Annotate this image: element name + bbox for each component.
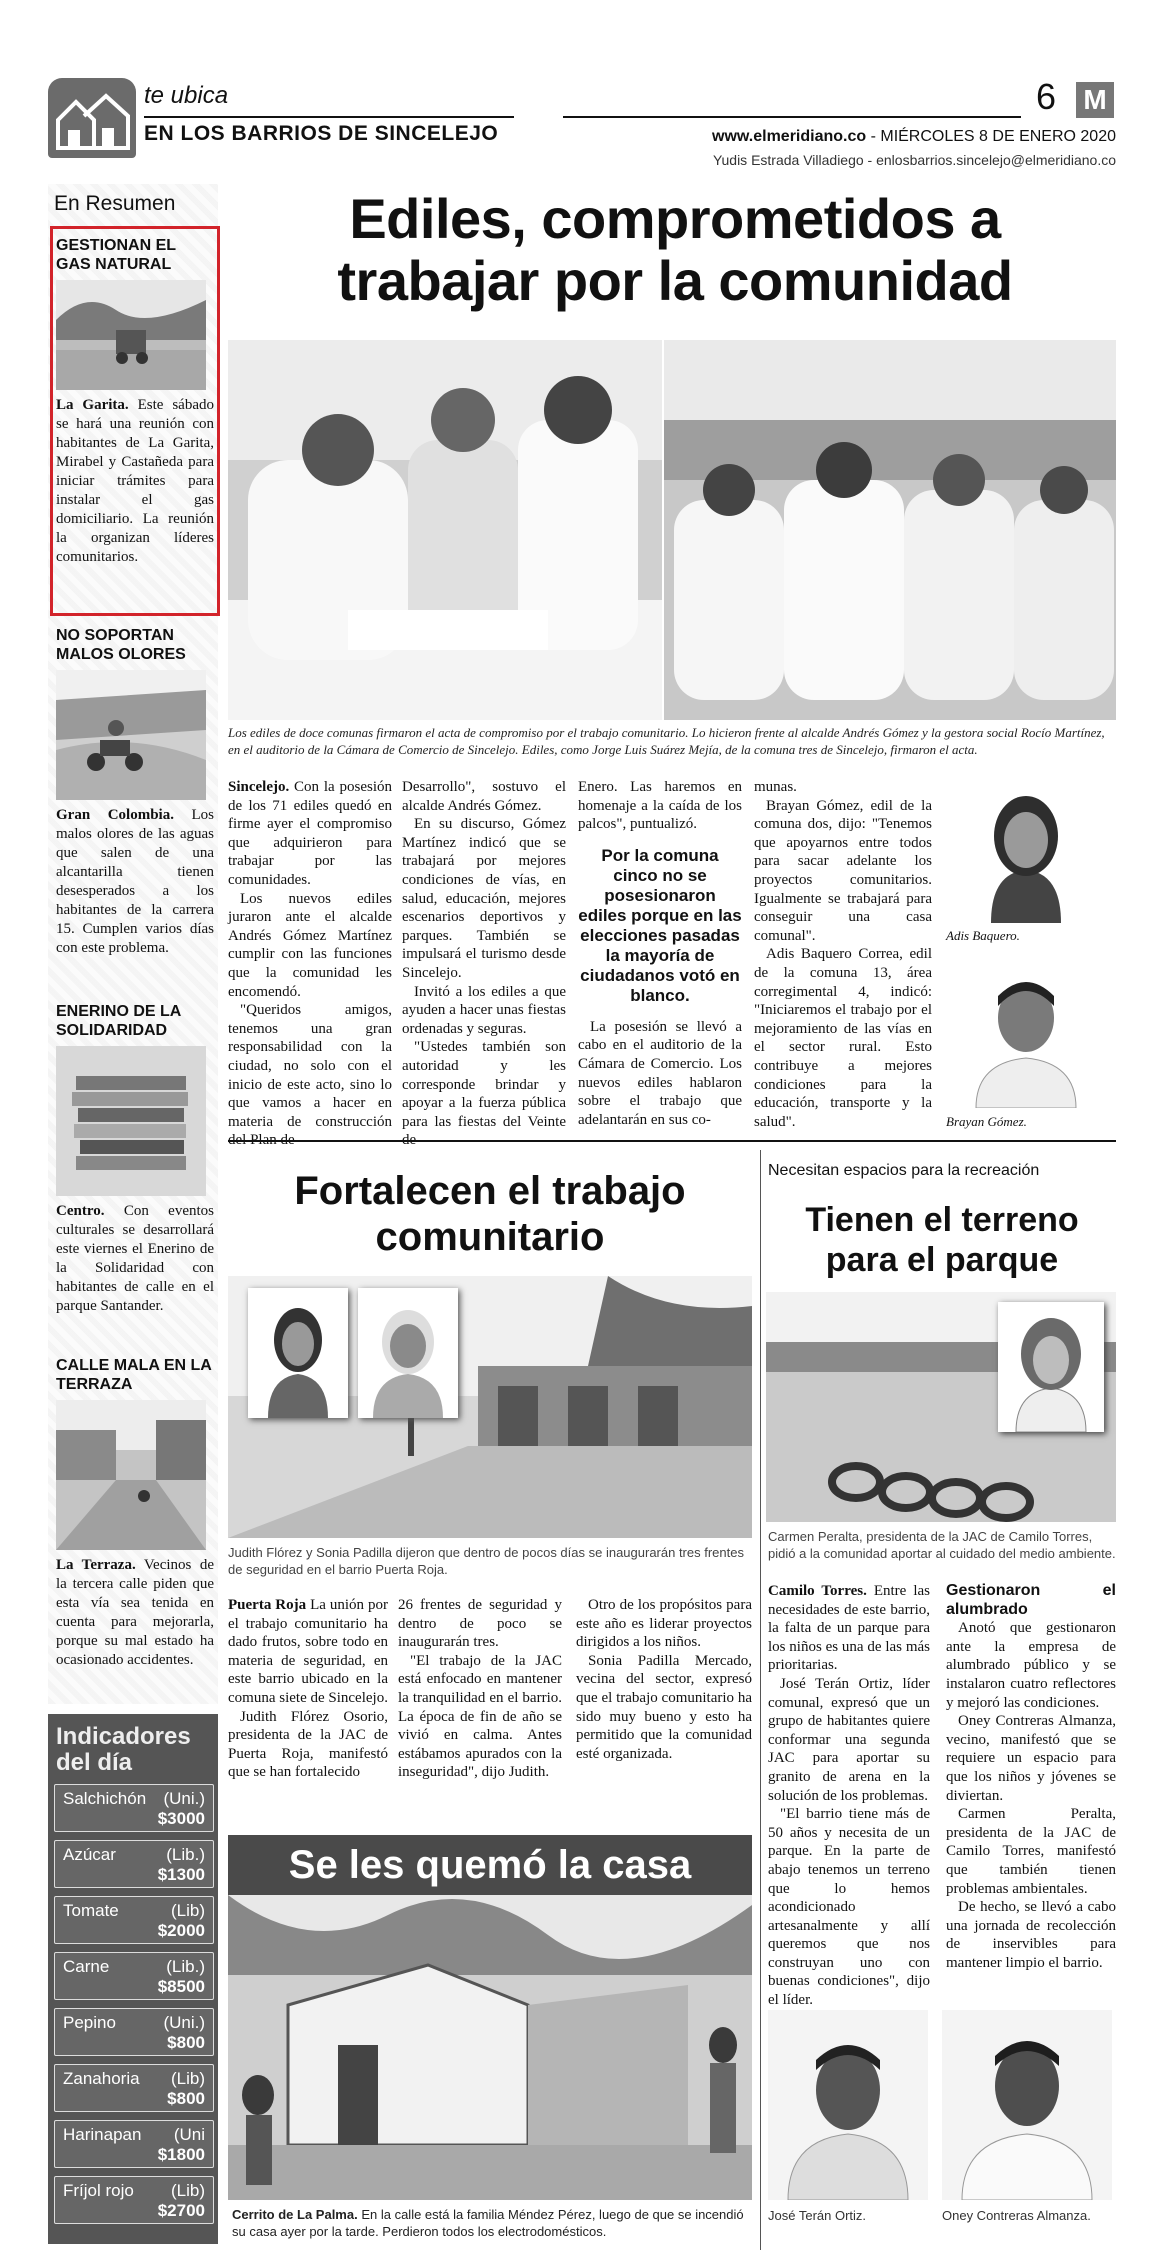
main-photo-audience [664,340,1116,720]
story2-col3-p2: Sonia Padilla Mercado, vecina del sector, expresó que el trabajo comunitario ha sido muy bueno y esto ha permitido que la comunidad esté organizada. [576,1652,752,1762]
indicator-unit: (Lib) [170,2181,205,2200]
site-date-line [712,128,1116,146]
story2-col3-p1: Otro de los propósitos para este año es liderar proyectos dirigidos a los niños. [576,1597,752,1651]
main-photo-signing [228,340,662,720]
kicker-rule [144,116,514,118]
story2-col-1 [228,1596,388,1782]
indicator-unit: (Lib.) [166,1957,205,1976]
indicator-unit: (Lib) [170,1901,205,1920]
story2-col1-p1: La unión por el trabajo comunitario ha dado frutos, sobre todo en materia de seguridad, en este barrio ubicado en la comuna siete de Sincelejo. [228,1597,388,1706]
brief-text [56,1556,214,1670]
indicator-price: $8500 [157,1977,205,1996]
brief-photo [56,1046,206,1196]
main-col2-p2: En su discurso, Gómez Martínez indicó que se trabajará por mejores condiciones de vías, en salud, educación, mejores escenarios deportivos y parques. También se impulsará el turismo desde Sincelejo. [402,816,566,981]
portrait-caption: Oney Contreras Almanza. [942,2208,1091,2223]
indicator-name: Zanahoria [63,2069,140,2088]
brief-headline: CALLE MALA EN LA TERRAZA [56,1357,212,1393]
story2-photo [228,1276,752,1538]
story2-headline-line2: comunitario [375,1215,605,1259]
header-rule [563,116,1021,118]
main-headline-line2: trabajar por la comunidad [337,249,1013,312]
indicator-item [54,1952,214,2000]
indicator-price: $800 [167,2033,205,2052]
main-col-3 [578,778,742,1129]
story4-col2-p3: Carmen Peralta, presidenta de la JAC de Camilo Torres, manifestó que también tienen problemas ambientales. [946,1806,1116,1897]
indicator-unit: (Lib) [170,2069,205,2088]
main-col-1 [228,778,392,1150]
indicator-price: $1800 [157,2145,205,2164]
indicators-title [56,1724,191,1776]
brief-photo [56,1400,206,1550]
brief-photo [56,670,206,800]
main-col4-p1: munas. [754,779,797,795]
story2-col-3 [576,1596,752,1763]
portrait-caption: José Terán Ortiz. [768,2208,867,2223]
main-col3-p1: Enero. Las haremos en homenaje a la caída de los palcos", puntualizó. [578,779,742,833]
indicator-name: Azúcar [63,1845,116,1864]
main-lead: Sincelejo. [228,779,290,795]
indicator-price: $2700 [157,2201,205,2220]
main-col2-p3: Invitó a los ediles a que ayuden a hacer unas fiestas ordenadas y seguras. [402,983,566,1037]
main-photo-caption: Los ediles de doce comunas firmaron el acta de compromiso por el trabajo comunitario. Lo hicieron frente al alcalde Andrés Gómez y la gestora social Rocío Martínez, en el auditorio de la Cámara de Comercio de Sincelejo. Ediles, como Jorge Luis Suárez Mejía, de la comuna tres de Sincelejo, firmaron el acta. [228,725,1105,757]
story2-headline [228,1168,752,1260]
story2-photo-caption: Judith Flórez y Sonia Padilla dijeron que dentro de pocos días se inaugurarán tres frentes de seguridad en el barrio Puerta Roja. [228,1545,744,1577]
story4-col1-p3: "El barrio tiene más de 50 años y necesita de un parque. En la parte de abajo tenemos un terreno que lo hemos acondicionado artesanalmente y allí queremos que nos construyan uno con buenas condiciones", dijo el líder. [768,1806,930,2009]
story2-lead: Puerta Roja [228,1597,307,1613]
story3-caption-text: En la calle está la familia Méndez Pérez, luego de que se incendió su casa ayer por la tarde. Perdieron todos los electrodomésticos. [232,2207,744,2239]
main-col-2 [402,778,566,1150]
indicator-item [54,2064,214,2112]
main-col1-p2: Los nuevos ediles juraron ante el alcalde Andrés Gómez Martínez cumplir con las funciones que la comunidad les encomendó. [228,890,392,1000]
brief-photo [56,280,206,390]
inset-portrait-carmen [998,1302,1104,1432]
brief-body: Los malos olores de las aguas que salen de una alcantarilla tienen desesperados a los habitantes de la carrera 15. Cumplen varios días con este problema. [56,807,214,956]
story4-col-2 [946,1582,1116,1972]
portrait-adis-baquero [946,778,1106,923]
story4-headline-line2: para el parque [825,1241,1059,1279]
story4-col2-p4: De hecho, se llevó a cabo una jornada de recolección de inservibles para mantener limpio el barrio. [946,1899,1116,1971]
story4-headline-line1: Tienen el terreno [805,1201,1079,1239]
story4-col1-p1: Entre las necesidades de este barrio, la falta de un parque para los niños es una de las más prioritarias. [768,1583,930,1674]
portrait-caption: Adis Baquero. [946,928,1020,943]
indicator-item [54,1840,214,1888]
indicator-price: $1300 [157,1865,205,1884]
main-col4-p2: Brayan Gómez, edil de la comuna dos, dijo: "Tenemos que apoyarnos entre todos para sacar adelante los proyectos comunitarios. Igualmente se trabajará para conseguir una casa comunal". [754,797,932,944]
indicator-name: Harinapan [63,2125,142,2144]
portrait-brayan-gomez [946,958,1106,1108]
main-col2-p1: Desarrollo", sostuvo el alcalde Andrés Gómez. [402,779,566,814]
section-kicker: te ubica [144,82,229,109]
story4-photo-caption: Carmen Peralta, presidenta de la JAC de Camilo Torres, pidió a la comunidad aportar al cuidado del medio ambiente. [768,1529,1116,1561]
brief-body: Con eventos culturales se desarrollará este viernes el Enerino de la Solidaridad con habitantes de calle en el parque Santander. [56,1203,214,1314]
brief-body: Este sábado se hará una reunión con habitantes de La Garita, Mirabel y Castañeda para iniciar trámites para instalar el gas domiciliario. La reunión la organizan líderes comunitarios. [56,397,214,565]
story4-lead: Camilo Torres. [768,1583,867,1599]
story4-col2-p2: Oney Contreras Almanza, vecino, manifestó que se requiere un espacio para que los niños y jóvenes se diviertan. [946,1713,1116,1804]
brief-text [56,1202,214,1316]
sidebar-en-resumen [48,184,218,2234]
main-col1-p3: "Queridos amigos, tenemos una gran responsabilidad con la ciudad, no solo con el inicio de este acto, sino lo que vamos a hacer en materia de construcción del Plan de [228,1002,392,1149]
story4-subhead: Gestionaron el alumbrado [946,1582,1116,1618]
indicator-unit: (Uni.) [163,1789,205,1808]
inset-portrait-judith [248,1288,348,1418]
section-header [48,76,1116,176]
indicator-unit: (Uni [173,2125,205,2144]
indicators-title-line1: Indicadores [56,1723,191,1750]
section-divider [228,1140,1116,1142]
main-col4-p3: Adis Baquero Correa, edil de la comuna 13, área corregimental 4, indicó: "Iniciaremos el trabajo por el mejoramiento de las vías en el sector rural. Esto contribuye a mejores condiciones para la educación, transporte y la salud". [754,946,932,1130]
brief-lead: La Terraza. [56,1557,136,1573]
page-number: 6 [1036,76,1057,117]
story2-col2-p2: "El trabajo de la JAC está enfocado en mantener la tranquilidad en el barrio. La época de fin de año se vivió en calma. Antes estábamos apurados con la inseguridad", dijo Judith. [398,1652,562,1781]
brief-lead: Gran Colombia. [56,807,174,823]
indicator-name: Salchichón [63,1789,147,1808]
indicator-unit: (Lib.) [166,1845,205,1864]
section-title: EN LOS BARRIOS DE SINCELEJO [144,122,499,145]
inset-portrait-sonia [358,1288,458,1418]
indicator-name: Fríjol rojo [63,2181,134,2200]
houses-logo-icon [48,78,136,158]
indicator-name: Tomate [63,1901,119,1920]
story4-col-1 [768,1582,930,2010]
brief-text [56,806,214,958]
story2-headline-line1: Fortalecen el trabajo [294,1169,686,1213]
story4-col1-p2: José Terán Ortiz, líder comunal, expresó que un grupo de habitantes quiere conformar una segunda JAC para aportar su granito de arena en la solución de los problemas. [768,1675,930,1804]
main-headline-line1: Ediles, comprometidos a [349,187,1001,250]
brief-lead: La Garita. [56,397,129,413]
portrait-oney-contreras [942,2010,1112,2200]
brief-body: Vecinos de la tercera calle piden que esta vía sea tenida en cuenta para mejorarla, porque su mal estado ha ocasionado accidentes. [56,1557,214,1668]
column-divider [760,1150,761,2250]
indicator-item [54,2176,214,2224]
brief-headline: ENERINO DE LA SOLIDARIDAD [56,1003,181,1039]
brief-text [56,396,214,567]
indicator-name: Pepino [63,2013,116,2032]
story3-caption [232,2206,752,2240]
indicator-unit: (Uni.) [163,2013,205,2032]
indicators-panel [48,1714,218,2244]
story2-col1-p2: Judith Flórez Osorio, presidenta de la JAC de Puerta Roja, manifestó que se han fortalecido [228,1708,388,1781]
indicator-item [54,2008,214,2056]
indicator-price: $800 [167,2089,205,2108]
brief-lead: Centro. [56,1203,105,1219]
brief-olores [56,626,214,958]
brief-terraza [56,1356,214,1670]
main-col1-p1: Con la posesión de los 71 ediles quedó en firme ayer el compromiso que adquirieron para trabajar por las comunidades. [228,779,392,888]
brief-enerino [56,1002,214,1316]
indicator-name: Carne [63,1957,110,1976]
main-col2-p4: "Ustedes también son autoridad y les corresponde brindar y apoyar a la fuerza pública para las fiestas del Veinte de [402,1039,566,1149]
sidebar-title: En Resumen [54,192,176,215]
brief-headline: NO SOPORTAN MALOS OLORES [56,627,186,663]
story3-photo [228,1895,752,2200]
brief-headline: GESTIONAN EL GAS NATURAL [56,237,176,273]
story2-col2-p1: 26 frentes de seguridad y dentro de poco se inaugurarán tres. [398,1597,562,1651]
story4-col2-p1: Anotó que gestionaron ante la empresa de alumbrado público y se instalaron cuatro reflectores y mejoró las condiciones. [946,1620,1116,1711]
indicator-item [54,2120,214,2168]
story4-headline [768,1200,1116,1280]
indicator-item [54,1896,214,1944]
newspaper-logo: M [1076,82,1114,118]
portrait-jose-teran [768,2010,928,2200]
indicator-price: $3000 [157,1809,205,1828]
story4-kicker: Necesitan espacios para la recreación [768,1162,1040,1179]
indicator-price: $2000 [157,1921,205,1940]
author-line: Yudis Estrada Villadiego - enlosbarrios.sincelejo@elmeridiano.co [712,152,1116,168]
brief-gas [56,236,214,567]
story3-headline: Se les quemó la casa [228,1835,752,1895]
story2-col-2 [398,1596,562,1782]
portrait-caption: Brayan Gómez. [946,1114,1027,1129]
indicators-title-line2: del día [56,1749,133,1776]
main-col3-p2: La posesión se llevó a cabo en el auditorio de la Cámara de Comercio. Los nuevos ediles hablaron sobre el trabajo que adelantarán en sus co- [578,1018,742,1128]
story3-caption-lead: Cerrito de La Palma. [232,2207,358,2222]
website[interactable]: www.elmeridiano.co [712,128,867,145]
main-headline [230,188,1120,312]
indicator-item [54,1784,214,1832]
issue-date: - MIÉRCOLES 8 DE ENERO 2020 [866,128,1116,145]
main-col-4 [754,778,932,1131]
story4-photo-lot [766,1292,1116,1522]
pull-quote: Por la comuna cinco no se posesionaron ediles porque en las elecciones pasadas la mayoría de ciudadanos votó en blanco. [578,845,742,1005]
